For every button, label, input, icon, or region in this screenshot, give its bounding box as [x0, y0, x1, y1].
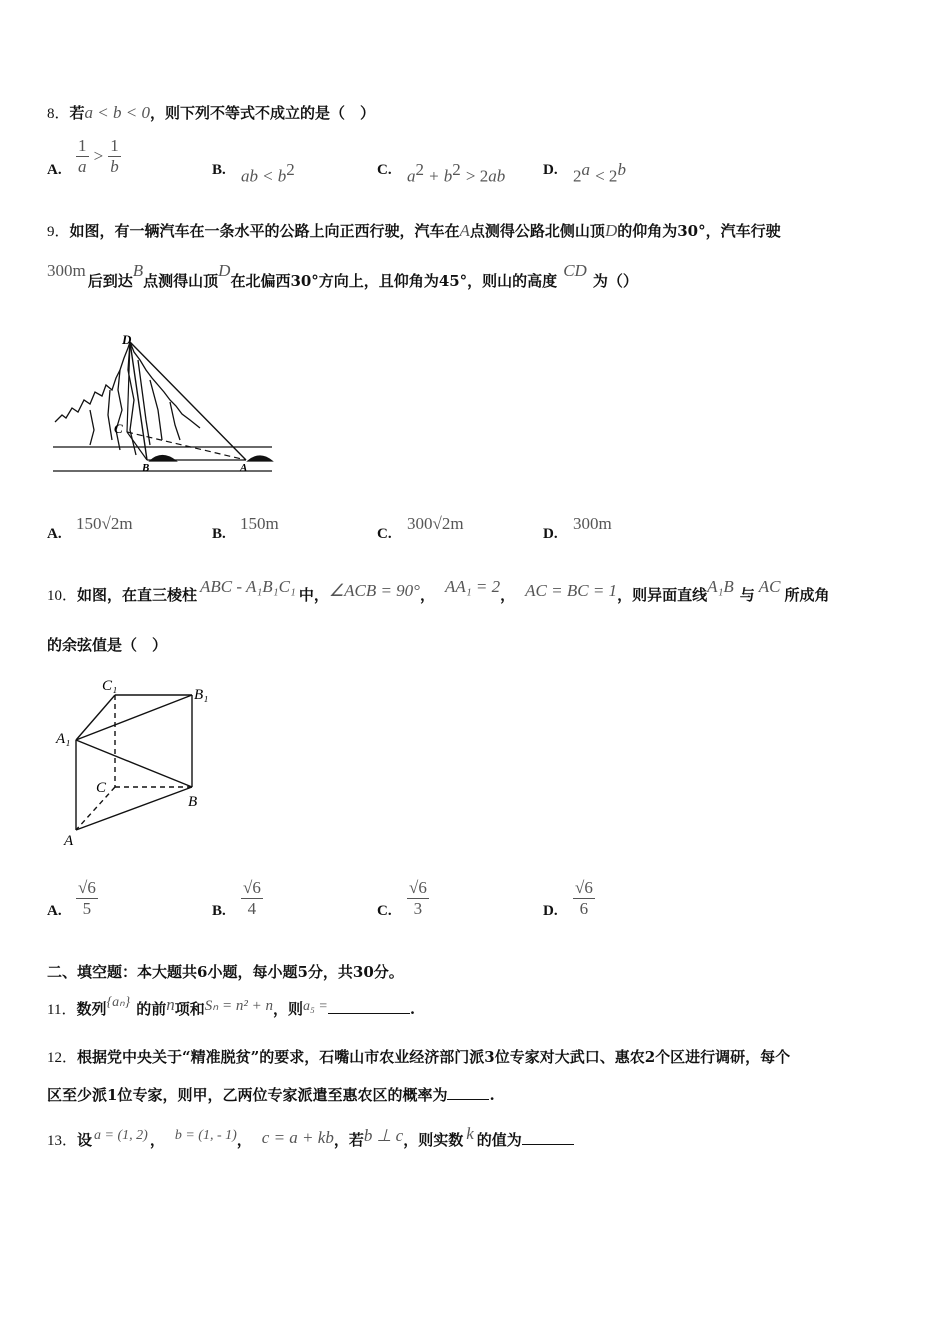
option-a-math: $\frac{1}{a}$ > $\frac{1}{b}$	[78, 136, 119, 176]
option-d-label: D.	[543, 162, 558, 178]
option-c-math: $a^2 + b^2 > 2ab$	[407, 160, 506, 186]
label-B1: B₁	[194, 687, 209, 703]
q9-option-c-math: 300√2m	[407, 514, 464, 533]
mountain-figure	[50, 330, 275, 475]
question-10-line2: 的余弦值是（ ）	[47, 636, 168, 654]
section-2-title: 二、填空题：本大题共6小题，每小题5分，共30分。	[47, 963, 404, 981]
question-9-line1: 9．如图，有一辆汽车在一条水平的公路上向正西行驶，汽车在A点测得公路北侧山顶D的仰角为30°，汽车行驶	[47, 221, 781, 240]
answer-blank[interactable]	[328, 1013, 410, 1014]
label-B: B	[188, 794, 198, 810]
q10-option-d-label: D.	[543, 903, 558, 919]
question-12-line2: 区至少派1位专家，则甲，乙两位专家派遣至惠农区的概率为 .	[47, 1086, 495, 1104]
option-c-label: C.	[377, 162, 392, 178]
q9-option-a-math: 150√2m	[76, 514, 133, 533]
option-b-math: ab < $b^2$	[241, 160, 295, 186]
distance-300m: 300m	[47, 261, 86, 280]
q10-option-d-math: $\frac{√6}{6}$	[575, 878, 593, 918]
label-A1: A₁	[56, 731, 71, 747]
question-13: 13．设 a = (1, 2) ， b = (1, - 1)， c = a + kb，若b ⊥ c，则实数 k 的值为	[47, 1129, 574, 1150]
label-C1: C₁	[102, 678, 118, 694]
math-condition: a < b < 0	[84, 103, 150, 122]
q10-option-a-label: A.	[47, 903, 62, 919]
label-B: B	[142, 462, 150, 474]
question-10-line1: 10．如图，在直三棱柱 ABC - A₁B₁C₁ 中，∠ACB = 90°， AA₁ = 2， AC = BC = 1，则异面直线A₁B 与 AC 所成角	[47, 577, 830, 604]
label-A: A	[240, 462, 248, 474]
question-11: 11．数列{aₙ} 的前n项和Sₙ = n² + n，则a₅ = .	[47, 995, 416, 1018]
answer-blank[interactable]	[522, 1144, 574, 1145]
option-b-label: B.	[212, 162, 226, 178]
q9-option-d-math: 300m	[573, 514, 612, 533]
q10-option-b-label: B.	[212, 903, 226, 919]
q10-option-c-math: $\frac{√6}{3}$	[409, 878, 427, 918]
q9-option-b-label: B.	[212, 526, 226, 542]
q10-option-c-label: C.	[377, 903, 392, 919]
question-8-stem: 8．若a < b < 0，则下列不等式不成立的是（ ）	[47, 103, 375, 122]
option-a-label: A.	[47, 162, 62, 178]
label-D: D	[122, 332, 132, 347]
label-C: C	[96, 780, 107, 796]
option-d-math: $2^a < 2^b$	[573, 160, 626, 186]
q9-option-b-math: 150m	[240, 514, 279, 533]
q10-option-b-math: $\frac{√6}{4}$	[243, 878, 261, 918]
question-12-line1: 12．根据党中央关于“精准脱贫”的要求，石嘴山市农业经济部门派3位专家对大武口、惠农2个区进行调研，每个	[47, 1048, 791, 1066]
q9-option-a-label: A.	[47, 526, 62, 542]
question-number: 8．	[47, 106, 70, 122]
label-C: C	[114, 421, 123, 436]
answer-blank[interactable]	[447, 1099, 489, 1100]
label-A: A	[64, 833, 74, 849]
question-9-line2: 300m后到达B点测得山顶D在北偏西30°方向上，且仰角为45°，则山的高度CD为（）	[47, 261, 638, 290]
q9-option-c-label: C.	[377, 526, 392, 542]
q10-option-a-math: $\frac{√6}{5}$	[78, 878, 96, 918]
q9-option-d-label: D.	[543, 526, 558, 542]
prism-figure	[50, 675, 220, 850]
